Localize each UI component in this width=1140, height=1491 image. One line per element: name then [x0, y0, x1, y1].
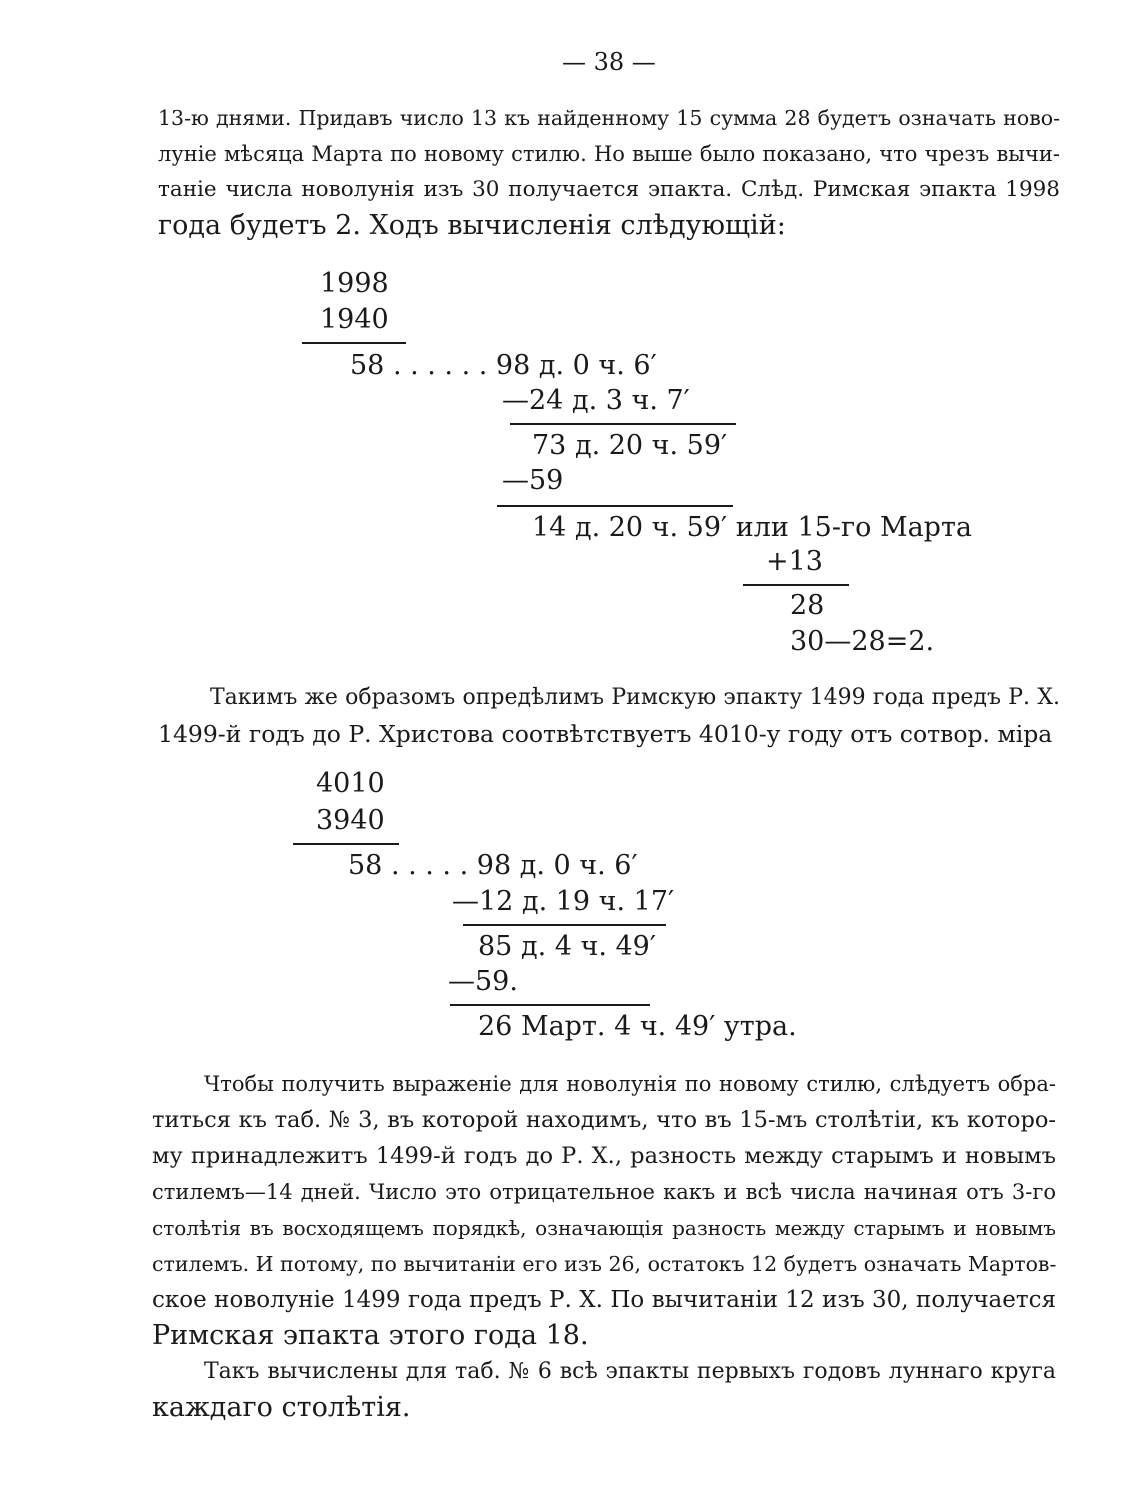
text-line: Римская эпакта этого года 18. [152, 1320, 589, 1351]
calc-2-year-a: 4010 [316, 768, 385, 799]
calc-2-row: 58 . . . . . 98 д. 0 ч. 6′ [348, 850, 638, 881]
paragraph-1 [158, 100, 1060, 244]
calc-1-row: +13 [766, 546, 823, 577]
text-line: стилемъ. И потому, по вычитаніи его изъ 26, остатокъ 12 будетъ означать Мартов- [152, 1252, 1057, 1276]
calc-1-row: —24 д. 3 ч. 7′ [502, 385, 690, 416]
text-line: ское новолуніе 1499 года предъ Р. Х. По вычитаніи 12 изъ 30, получается [152, 1287, 1056, 1313]
rule [463, 924, 666, 926]
text-line: 1499-й годъ до Р. Христова соотвѣтствуетъ 4010-у году отъ сотвор. міра [158, 720, 1053, 748]
calc-1-row: —59 [502, 465, 564, 496]
calc-1-row: 28 [790, 590, 825, 621]
paragraph-3 [152, 1066, 1056, 1354]
calc-1-year-b: 1940 [320, 304, 389, 335]
calc-2-row: —59. [448, 966, 518, 997]
text-line: Такъ вычислены для таб. № 6 всѣ эпакты первыхъ годовъ луннаго круга [204, 1359, 1056, 1384]
rule [302, 342, 406, 344]
calc-1-result: 30—28=2. [790, 626, 935, 657]
text-line: года будетъ 2. Ходъ вычисленія слѣдующій: [158, 210, 786, 241]
text-line: титься къ таб. № 3, въ которой находимъ, что въ 15-мъ столѣтіи, къ которо- [152, 1107, 1056, 1133]
text-line: каждаго столѣтія. [152, 1392, 411, 1423]
rule [510, 423, 736, 425]
calc-1-row: 73 д. 20 ч. 59′ [532, 430, 728, 461]
text-line: му принадлежитъ 1499-й годъ до Р. Х., разность между старымъ и новымъ [152, 1143, 1056, 1169]
text-line: столѣтія въ восходящемъ порядкѣ, означающія разность между старымъ и новымъ [152, 1216, 1056, 1240]
calc-1-row: 58 . . . . . . 98 д. 0 ч. 6′ [350, 350, 657, 381]
text-line: таніе числа новолунія изъ 30 получается эпакта. Слѣд. Римская эпакта 1998 [158, 177, 1060, 202]
calc-1-row: 14 д. 20 ч. 59′ или 15-го Марта [532, 512, 973, 543]
paragraph-2 [158, 680, 1060, 752]
text-line: 13-ю днями. Придавъ число 13 къ найденному 15 сумма 28 будетъ означать ново- [158, 106, 1060, 130]
calc-1-year-a: 1998 [320, 268, 389, 299]
rule [743, 584, 849, 586]
text-line: стилемъ—14 дней. Число это отрицательное какъ и всѣ числа начиная отъ 3-го [152, 1180, 1056, 1204]
text-line: Чтобы получить выраженіе для новолунія по новому стилю, слѣдуетъ обра- [204, 1072, 1056, 1096]
rule [293, 843, 399, 845]
rule [450, 1004, 650, 1006]
calc-2-row: 85 д. 4 ч. 49′ [478, 931, 656, 962]
text-line: луніе мѣсяца Марта по новому стилю. Но выше было показано, что чрезъ вычи- [158, 142, 1060, 166]
page-number: — 38 — [562, 48, 656, 76]
rule [497, 505, 733, 507]
calc-2-row: —12 д. 19 ч. 17′ [452, 886, 675, 917]
paragraph-4 [152, 1354, 1056, 1426]
text-line: Такимъ же образомъ опредѣлимъ Римскую эпакту 1499 года предъ Р. Х. [210, 685, 1060, 710]
calc-2-result: 26 Март. 4 ч. 49′ утра. [478, 1011, 797, 1042]
calc-2-year-b: 3940 [316, 805, 385, 836]
